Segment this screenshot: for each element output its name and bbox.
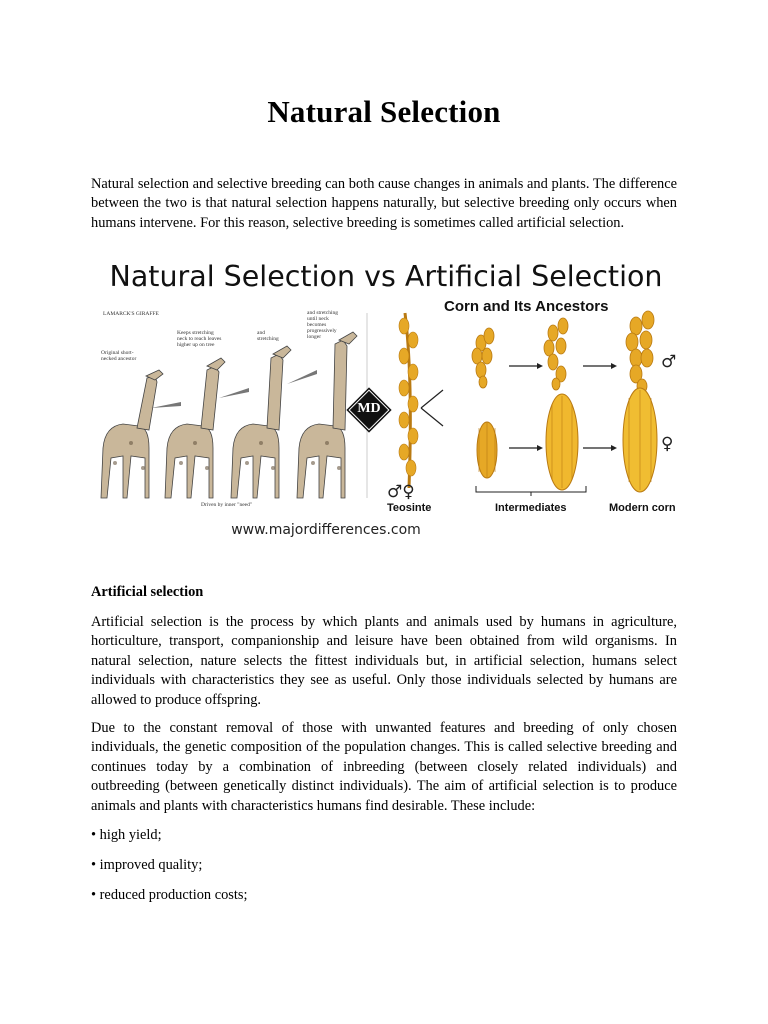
giraffe-note-1: Original short-necked ancestor: [101, 350, 137, 362]
teosinte-icon: [399, 313, 418, 488]
giraffe-heading: LAMARCK'S GIRAFFE: [103, 311, 159, 317]
giraffe-4-icon: [297, 332, 357, 498]
male-symbol: ♂: [661, 352, 677, 372]
giraffe-3-icon: [231, 346, 291, 498]
giraffe-note-2: Keeps stretching neck to reach leaves higher up on tree: [177, 330, 222, 348]
giraffe-1-icon: [101, 370, 163, 498]
modern-corn-cob-icon: [623, 388, 657, 492]
giraffe-note-4: and stretching until neck becomes progressively longer: [307, 310, 339, 340]
giraffe-note-3: and stretching: [257, 330, 279, 342]
giraffe-2-icon: [165, 358, 225, 498]
modern-corn-male-icon: [626, 311, 654, 393]
figure-subtitle: Corn and Its Ancestors: [444, 298, 609, 315]
comparison-figure: [91, 258, 681, 548]
bullet-item: • improved quality;: [91, 857, 203, 873]
page-title: Natural Selection: [267, 94, 501, 129]
figure-title: Natural Selection vs Artificial Selection: [109, 260, 663, 293]
intro-paragraph: Natural selection and selective breeding can both cause changes in animals and plants. The difference between the two is that natural selection happens naturally, but selective breeding only occurs when humans intervene. For this reason, selective breeding is sometimes called artificial selection.: [91, 176, 677, 231]
teosinte-label: Teosinte: [387, 502, 432, 514]
teosinte-symbols: ♂♀: [387, 482, 415, 502]
intermediate-ear-2-icon: [544, 318, 568, 390]
intermediates-label: Intermediates: [495, 502, 567, 514]
selective-breeding-paragraph: Due to the constant removal of those with unwanted features and breeding of only chosen individuals, the genetic composition of the population changes. This is called selective breeding and continues today by a combination of inbreeding (between closely related individuals) and outbreeding (between genetically distinct individuals). The aim of artificial selection is to produce animals and plants with characteristics humans find desirable. These include:: [91, 720, 677, 814]
intermediate-cob-2-icon: [546, 394, 578, 490]
bullet-item: • reduced production costs;: [91, 887, 248, 903]
bullet-item: • high yield;: [91, 827, 162, 843]
figure-source-url: www.majordifferences.com: [231, 522, 421, 538]
intermediate-ear-1-icon: [472, 328, 494, 388]
section-heading: Artificial selection: [91, 584, 204, 600]
artificial-selection-paragraph: Artificial selection is the process by which plants and animals used by humans in agriculture, horticulture, transport, companionship and leisure have been obtained from wild organisms. In natural selection, nature selects the fittest individuals but, in artificial selection, humans select individuals with characteristics they see as useful. Only those individuals selected by humans are allowed to produce offspring.: [91, 614, 677, 708]
female-symbol: ♀: [661, 434, 674, 454]
modern-corn-label: Modern corn: [609, 502, 676, 514]
intermediate-cob-1-icon: [477, 422, 497, 478]
md-badge-label: MD: [357, 401, 381, 416]
giraffe-note-5: Driven by inner "need": [201, 502, 253, 508]
